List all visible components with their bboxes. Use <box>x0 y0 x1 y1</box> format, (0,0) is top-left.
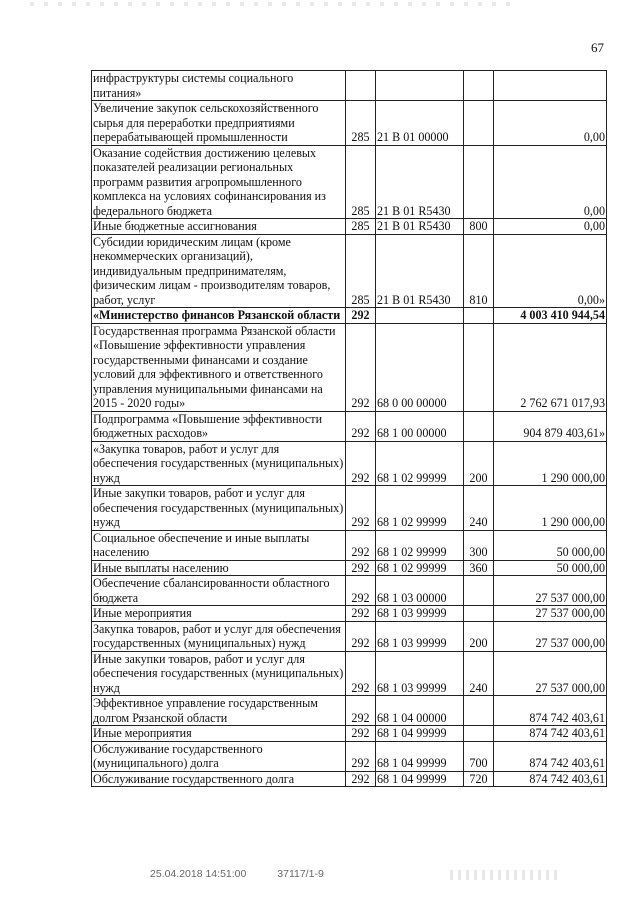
row-name: Субсидии юридическим лицам (кроме некоммерческих организаций), индивидуальным предпринимателям, физическим лицам - производителям товаров, работ, услуг <box>92 234 346 308</box>
row-code: 68 1 02 99999 <box>376 441 464 486</box>
table-row <box>92 651 607 696</box>
row-gr: 292 <box>346 308 376 324</box>
table-row <box>92 771 607 787</box>
row-amount: 27 537 000,00 <box>494 621 607 651</box>
row-gr: 292 <box>346 726 376 742</box>
row-type <box>464 145 494 219</box>
row-gr: 285 <box>346 145 376 219</box>
row-name: Государственная программа Рязанской области «Повышение эффективности управления государственными финансами и создание условий для эффективного и ответственного управления муниципальными финансами на 2015 - 2020 годы» <box>92 323 346 411</box>
row-amount: 2 762 671 017,93 <box>494 323 607 411</box>
table-row <box>92 486 607 531</box>
row-code: 68 1 00 00000 <box>376 411 464 441</box>
page-number: 67 <box>591 40 604 55</box>
footer <box>150 868 352 880</box>
row-type <box>464 71 494 101</box>
row-type <box>464 411 494 441</box>
row-amount: 874 742 403,61 <box>494 771 607 787</box>
budget-table <box>91 70 607 787</box>
row-code: 68 1 03 00000 <box>376 576 464 606</box>
row-gr: 292 <box>346 486 376 531</box>
row-gr: 285 <box>346 101 376 146</box>
row-code <box>376 308 464 324</box>
table-row <box>92 560 607 576</box>
row-name: Обслуживание государственного (муниципального) долга <box>92 741 346 771</box>
table-row <box>92 741 607 771</box>
row-name: Закупка товаров, работ и услуг для обеспечения государственных (муниципальных) нужд <box>92 621 346 651</box>
row-gr: 292 <box>346 411 376 441</box>
row-type: 240 <box>464 651 494 696</box>
row-code: 21 В 01 R5430 <box>376 219 464 235</box>
row-type <box>464 576 494 606</box>
row-amount: 0,00» <box>494 234 607 308</box>
row-amount: 1 290 000,00 <box>494 486 607 531</box>
table-row <box>92 576 607 606</box>
row-name: инфраструктуры системы социального питания» <box>92 71 346 101</box>
row-code: 68 1 04 99999 <box>376 726 464 742</box>
row-name: Иные мероприятия <box>92 606 346 622</box>
row-amount <box>494 71 607 101</box>
row-gr: 292 <box>346 560 376 576</box>
table-row <box>92 621 607 651</box>
row-name: Оказание содействия достижению целевых показателей реализации региональных программ развития агропромышленного комплекса на условиях софинансирования из федерального бюджета <box>92 145 346 219</box>
row-amount: 1 290 000,00 <box>494 441 607 486</box>
row-gr <box>346 71 376 101</box>
row-type: 200 <box>464 441 494 486</box>
row-gr: 285 <box>346 219 376 235</box>
row-gr: 292 <box>346 530 376 560</box>
row-code: 68 1 03 99999 <box>376 606 464 622</box>
row-code: 68 0 00 00000 <box>376 323 464 411</box>
row-type: 800 <box>464 219 494 235</box>
row-name: Увеличение закупок сельскохозяйственного сырья для переработки предприятиями перерабатывающей промышленности <box>92 101 346 146</box>
table-row <box>92 234 607 308</box>
row-amount: 27 537 000,00 <box>494 651 607 696</box>
row-amount: 0,00 <box>494 101 607 146</box>
row-name: Эффективное управление государственным долгом Рязанской области <box>92 696 346 726</box>
row-code: 21 В 01 00000 <box>376 101 464 146</box>
row-type <box>464 696 494 726</box>
row-name: «Закупка товаров, работ и услуг для обеспечения государственных (муниципальных) нужд <box>92 441 346 486</box>
row-name: Иные закупки товаров, работ и услуг для обеспечения государственных (муниципальных) нужд <box>92 486 346 531</box>
table-row <box>92 411 607 441</box>
table-row <box>92 726 607 742</box>
row-name: Социальное обеспечение и иные выплаты населению <box>92 530 346 560</box>
row-name: Обеспечение сбалансированности областного бюджета <box>92 576 346 606</box>
row-type: 240 <box>464 486 494 531</box>
row-name: Иные мероприятия <box>92 726 346 742</box>
row-amount: 50 000,00 <box>494 530 607 560</box>
row-gr: 292 <box>346 441 376 486</box>
row-gr: 285 <box>346 234 376 308</box>
row-type: 300 <box>464 530 494 560</box>
table-row <box>92 606 607 622</box>
row-amount: 874 742 403,61 <box>494 726 607 742</box>
row-gr: 292 <box>346 323 376 411</box>
row-amount: 874 742 403,61 <box>494 696 607 726</box>
row-name: Иные выплаты населению <box>92 560 346 576</box>
row-code: 21 В 01 R5430 <box>376 145 464 219</box>
row-type: 700 <box>464 741 494 771</box>
row-amount: 874 742 403,61 <box>494 741 607 771</box>
row-type: 200 <box>464 621 494 651</box>
table-row <box>92 696 607 726</box>
row-gr: 292 <box>346 621 376 651</box>
row-type <box>464 726 494 742</box>
row-type <box>464 308 494 324</box>
row-code: 68 1 03 99999 <box>376 651 464 696</box>
row-code <box>376 71 464 101</box>
table-row <box>92 71 607 101</box>
footer-doc-id: 37117/1-9 <box>277 868 324 880</box>
table-row <box>92 323 607 411</box>
row-amount: 0,00 <box>494 219 607 235</box>
row-name: Иные бюджетные ассигнования <box>92 219 346 235</box>
row-name: Подпрограмма «Повышение эффективности бюджетных расходов» <box>92 411 346 441</box>
row-amount: 50 000,00 <box>494 560 607 576</box>
row-code: 68 1 03 99999 <box>376 621 464 651</box>
row-amount: 27 537 000,00 <box>494 576 607 606</box>
row-type <box>464 101 494 146</box>
table-row <box>92 145 607 219</box>
row-gr: 292 <box>346 771 376 787</box>
row-type: 810 <box>464 234 494 308</box>
row-code: 68 1 02 99999 <box>376 486 464 531</box>
row-gr: 292 <box>346 576 376 606</box>
row-amount: 0,00 <box>494 145 607 219</box>
row-type <box>464 323 494 411</box>
table-row <box>92 530 607 560</box>
row-code: 68 1 04 99999 <box>376 771 464 787</box>
row-gr: 292 <box>346 606 376 622</box>
row-type: 360 <box>464 560 494 576</box>
row-code: 68 1 02 99999 <box>376 560 464 576</box>
row-name: Обслуживание государственного долга <box>92 771 346 787</box>
row-code: 21 В 01 R5430 <box>376 234 464 308</box>
budget-table-body <box>92 71 607 787</box>
row-code: 68 1 04 99999 <box>376 741 464 771</box>
table-row <box>92 219 607 235</box>
row-type: 720 <box>464 771 494 787</box>
scan-artifact-bottom <box>450 870 560 880</box>
row-amount: 904 879 403,61» <box>494 411 607 441</box>
row-gr: 292 <box>346 741 376 771</box>
row-type <box>464 606 494 622</box>
table-row <box>92 101 607 146</box>
scan-artifact-top <box>30 2 510 6</box>
row-amount: 27 537 000,00 <box>494 606 607 622</box>
row-code: 68 1 04 00000 <box>376 696 464 726</box>
row-name: «Министерство финансов Рязанской области <box>92 308 346 324</box>
table-row <box>92 441 607 486</box>
footer-timestamp: 25.04.2018 14:51:00 <box>150 868 247 880</box>
row-amount: 4 003 410 944,54 <box>494 308 607 324</box>
row-gr: 292 <box>346 651 376 696</box>
row-name: Иные закупки товаров, работ и услуг для обеспечения государственных (муниципальных) нужд <box>92 651 346 696</box>
row-code: 68 1 02 99999 <box>376 530 464 560</box>
row-gr: 292 <box>346 696 376 726</box>
table-row <box>92 308 607 324</box>
